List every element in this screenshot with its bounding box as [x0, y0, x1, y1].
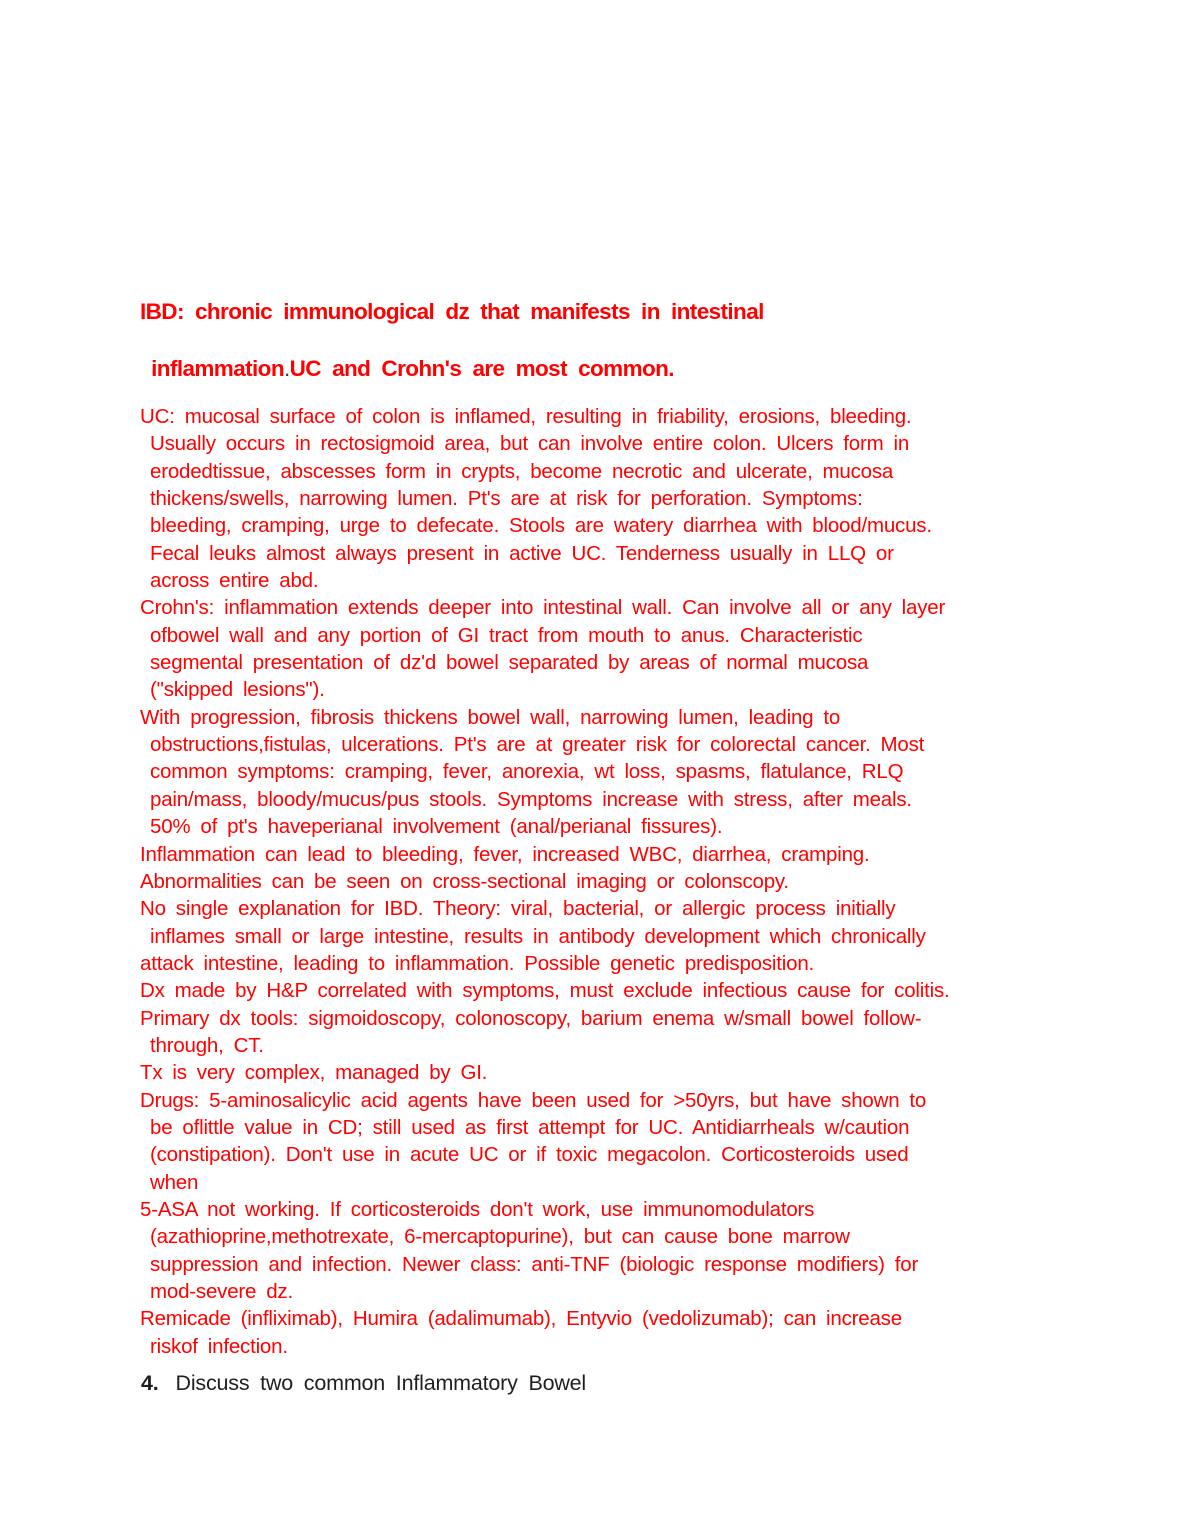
question-text: Discuss two common Inflammatory Bowel	[175, 1371, 586, 1395]
heading-line2-part2: UC and Crohn's are most common.	[289, 356, 674, 381]
text-line: (constipation). Don't use in acute UC or if toxic megacolon. Corticosteroids used	[140, 1143, 909, 1167]
text-line: ofbowel wall and any portion of GI tract from mouth to anus. Characteristic	[140, 623, 863, 647]
text-line: riskof infection.	[140, 1334, 288, 1358]
text-line: mod-severe dz.	[140, 1280, 293, 1303]
text-line: be oflittle value in CD; still used as first attempt for UC. Antidiarrheals w/caution	[140, 1115, 910, 1139]
text-line: bleeding, cramping, urge to defecate. Stools are watery diarrhea with blood/mucus.	[140, 514, 932, 538]
text-line: erodedtissue, abscesses form in crypts, become necrotic and ulcerate, mucosa	[140, 459, 894, 483]
text-line: Usually occurs in rectosigmoid area, but can involve entire colon. Ulcers form in	[140, 432, 910, 456]
ibd-heading-line2	[140, 356, 674, 382]
text-line: Crohn's: inflammation extends deeper into intestinal wall. Can involve all or any layer	[140, 596, 946, 620]
question-4	[141, 1371, 586, 1396]
text-line: Tx is very complex, managed by GI.	[140, 1061, 488, 1085]
text-line: pain/mass, bloody/mucus/pus stools. Symptoms increase with stress, after meals.	[140, 787, 912, 811]
text-line: Primary dx tools: sigmoidoscopy, colonoscopy, barium enema w/small bowel follow-	[140, 1006, 922, 1030]
ibd-heading-line1: IBD: chronic immunological dz that manifests in intestinal	[140, 299, 764, 324]
text-line: thickens/swells, narrowing lumen. Pt's are at risk for perforation. Symptoms:	[140, 487, 863, 511]
text-line: No single explanation for IBD. Theory: viral, bacterial, or allergic process initially	[140, 897, 896, 921]
text-line: inflames small or large intestine, results in antibody development which chronically	[140, 924, 926, 948]
text-line: Drugs: 5-aminosalicylic acid agents have been used for >50yrs, but have shown to	[140, 1088, 927, 1112]
text-line: Dx made by H&P correlated with symptoms, must exclude infectious cause for colitis.	[140, 979, 950, 1003]
text-line: UC: mucosal surface of colon is inflamed, resulting in friability, erosions, bleeding.	[140, 405, 912, 428]
heading-line2-part1: inflammation	[140, 356, 284, 381]
question-number: 4.	[141, 1371, 159, 1395]
text-line: (azathioprine,methotrexate, 6-mercaptopurine), but can cause bone marrow	[140, 1225, 850, 1249]
text-line: segmental presentation of dz'd bowel separated by areas of normal mucosa	[140, 651, 869, 675]
text-line: obstructions,fistulas, ulcerations. Pt's are at greater risk for colorectal cancer. Most	[140, 733, 925, 757]
text-line: 5-ASA not working. If corticosteroids don't work, use immunomodulators	[140, 1197, 815, 1221]
text-line: 50% of pt's haveperianal involvement (anal/perianal fissures).	[140, 815, 723, 839]
text-line: With progression, fibrosis thickens bowel wall, narrowing lumen, leading to	[140, 705, 841, 729]
heading-line2-dot: .	[283, 356, 290, 381]
text-line: across entire abd.	[140, 569, 319, 593]
text-line: through, CT.	[140, 1033, 264, 1057]
text-line: common symptoms: cramping, fever, anorexia, wt loss, spasms, flatulance, RLQ	[140, 760, 904, 784]
text-line: attack intestine, leading to inflammation. Possible genetic predisposition.	[140, 951, 815, 975]
text-line: Abnormalities can be seen on cross-sectional imaging or colonscopy.	[140, 869, 789, 893]
text-line: ("skipped lesions").	[140, 678, 325, 702]
text-line: Remicade (infliximab), Humira (adalimumab), Entyvio (vedolizumab); can increase	[140, 1307, 902, 1331]
text-line: suppression and infection. Newer class: anti-TNF (biologic response modifiers) for	[140, 1252, 919, 1276]
ibd-notes-body	[140, 403, 1120, 1360]
text-line: when	[140, 1170, 199, 1194]
text-line: Inflammation can lead to bleeding, fever, increased WBC, diarrhea, cramping.	[140, 842, 870, 866]
text-line: Fecal leuks almost always present in active UC. Tenderness usually in LLQ or	[140, 541, 894, 565]
